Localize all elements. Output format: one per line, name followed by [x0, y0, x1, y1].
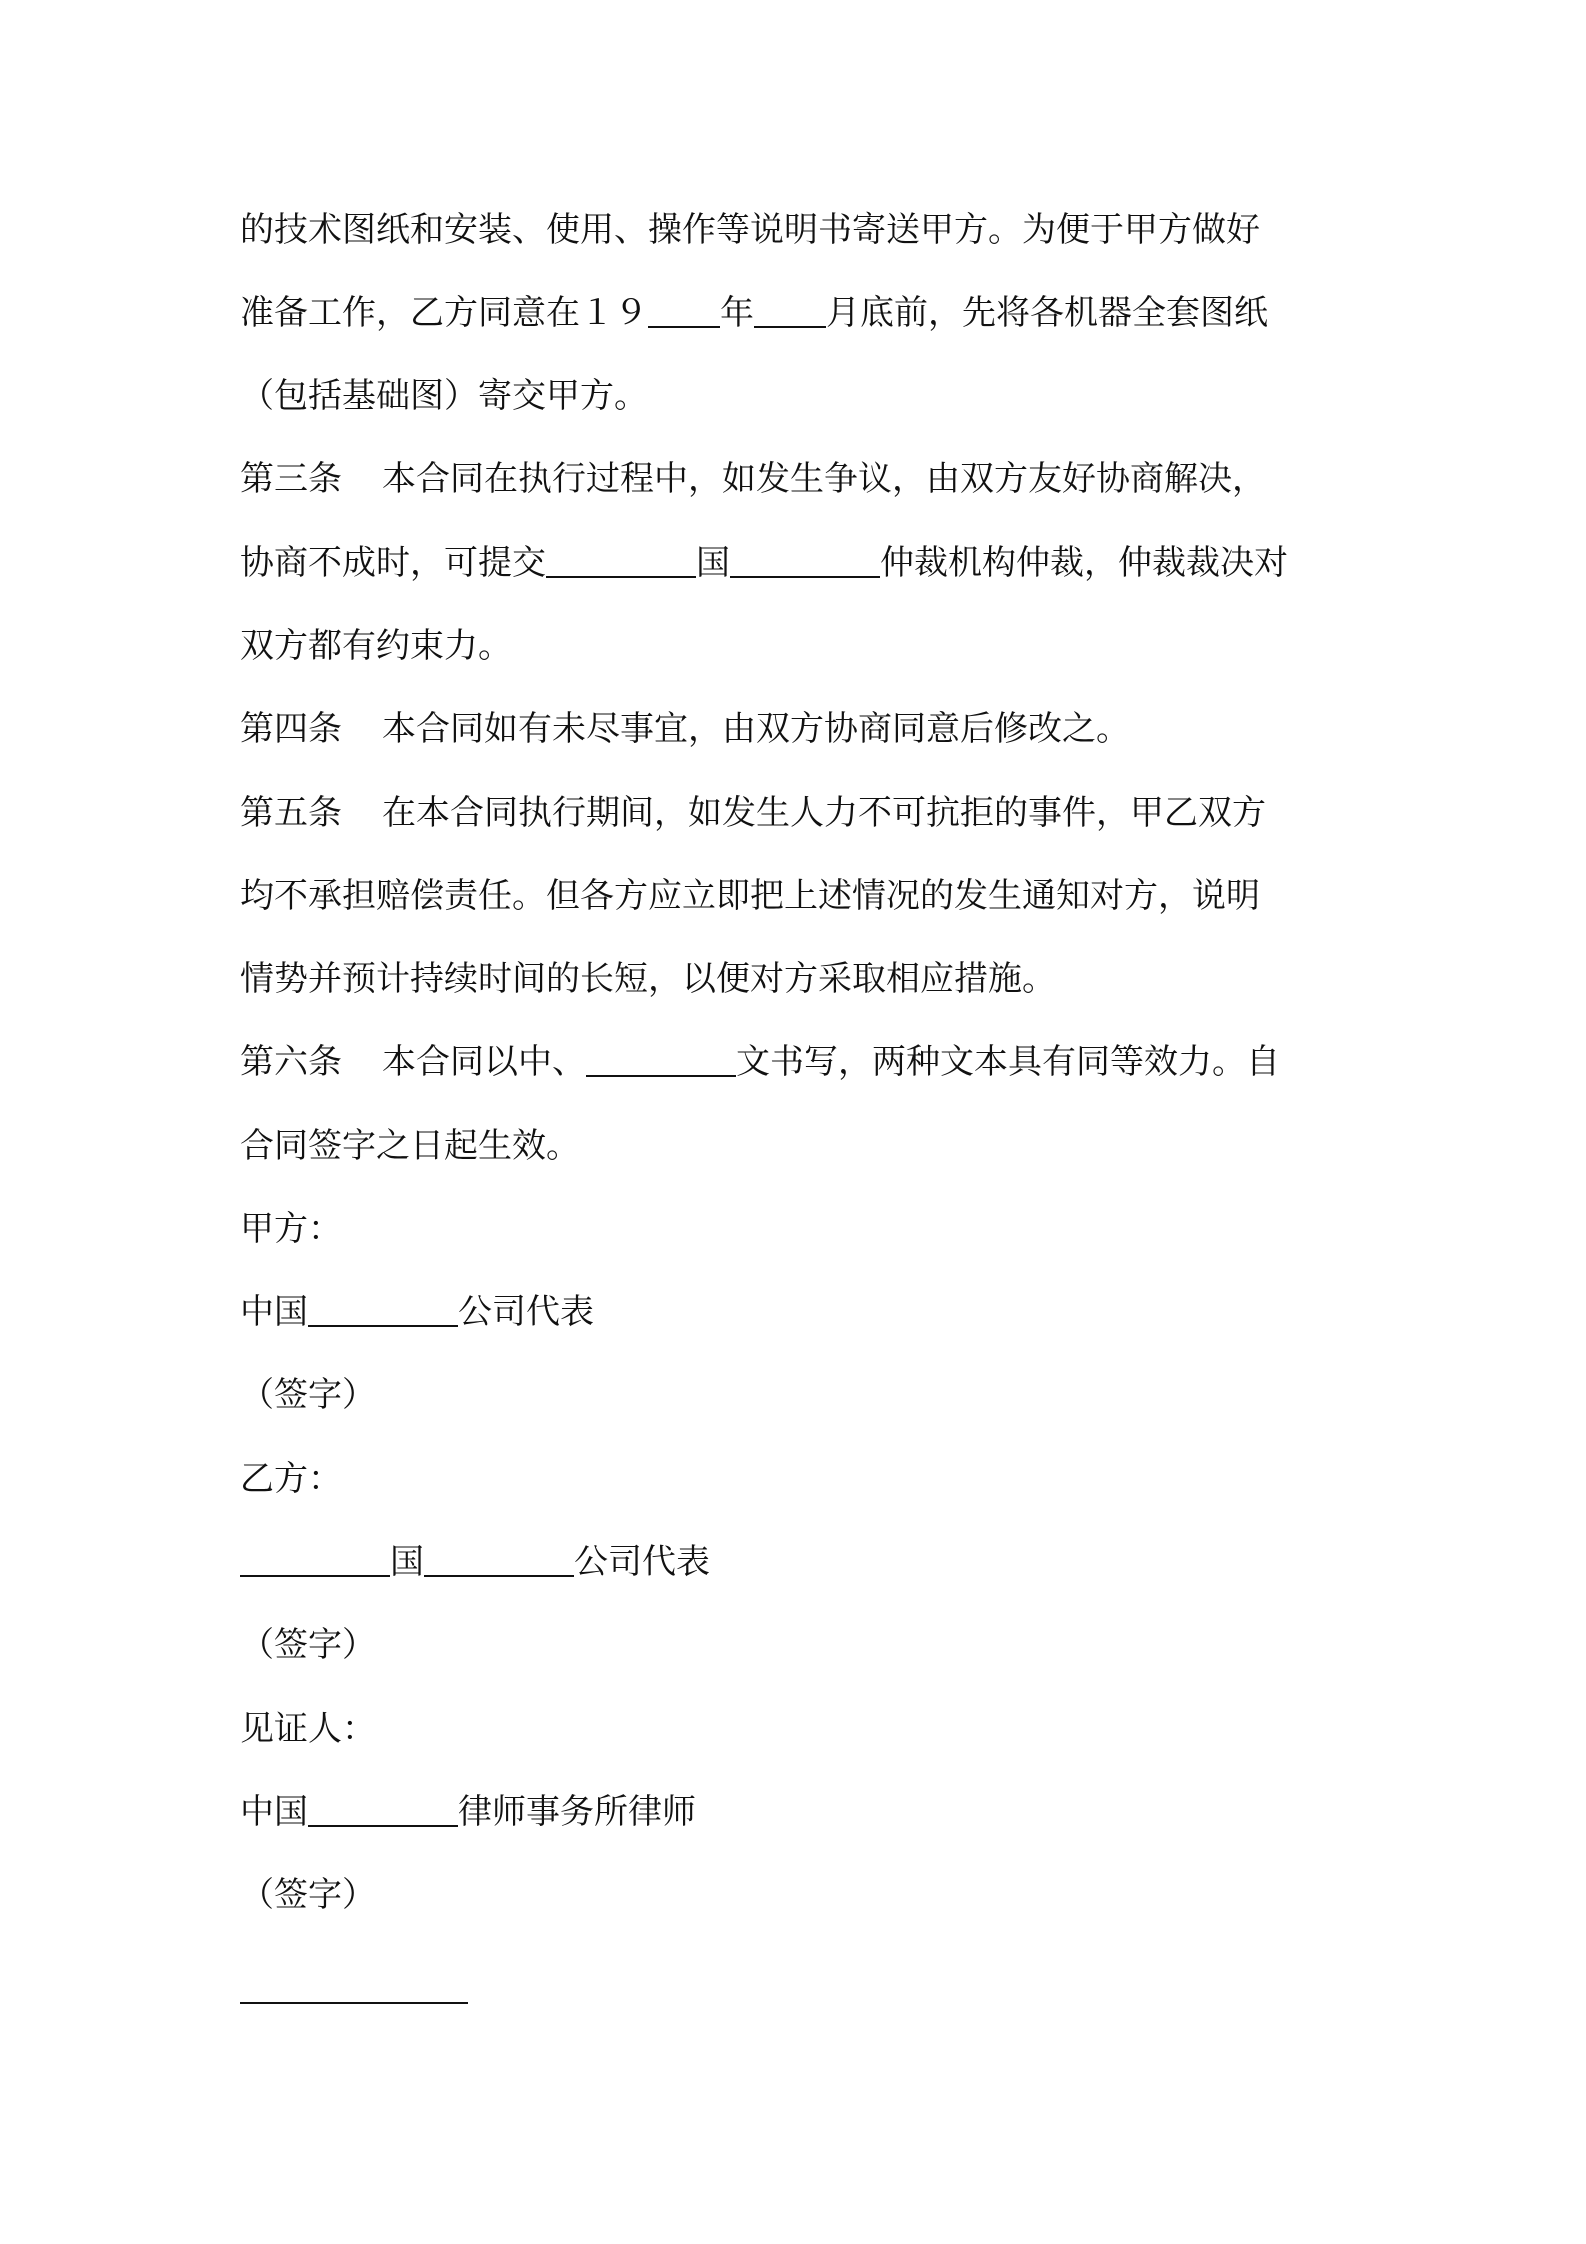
company-b-blank	[424, 1535, 574, 1577]
text: 公司代表	[574, 1542, 710, 1582]
body-line-12	[240, 1116, 1360, 1176]
arbitration-blank	[730, 536, 880, 578]
text: （签字）	[240, 1375, 376, 1415]
witness-rep	[240, 1782, 1360, 1842]
text: 见证人：	[240, 1709, 376, 1749]
footnote-divider	[240, 2002, 468, 2004]
text: （包括基础图）寄交甲方。	[240, 376, 648, 416]
text: （签字）	[240, 1875, 376, 1915]
article-heading: 第三条	[240, 459, 342, 499]
text: 年	[720, 293, 754, 333]
body-line-3	[240, 366, 1360, 426]
body-line-5	[240, 533, 1360, 593]
party-a-label	[240, 1199, 1360, 1259]
article-4	[240, 699, 1360, 759]
country-blank	[546, 536, 696, 578]
country-b-blank	[240, 1535, 390, 1577]
body-line-6	[240, 616, 1360, 676]
text: 本合同以中、	[382, 1042, 586, 1082]
body-line-2	[240, 283, 1360, 343]
text: 中国	[240, 1292, 308, 1332]
article-heading: 第五条	[240, 793, 342, 833]
language-blank	[586, 1035, 736, 1077]
party-a-rep	[240, 1282, 1360, 1342]
article-5	[240, 783, 1360, 843]
text: （签字）	[240, 1625, 376, 1665]
text: 国	[390, 1542, 424, 1582]
text: 甲方：	[240, 1209, 342, 1249]
article-3	[240, 449, 1360, 509]
text: 国	[696, 543, 730, 583]
text: 准备工作，乙方同意在１９	[240, 293, 648, 333]
text: 中国	[240, 1792, 308, 1832]
year-blank	[648, 286, 720, 328]
article-heading: 第六条	[240, 1042, 342, 1082]
text: 双方都有约束力。	[240, 626, 512, 666]
text: 公司代表	[458, 1292, 594, 1332]
witness-sign	[240, 1865, 1360, 1925]
text: 月底前，先将各机器全套图纸	[826, 293, 1268, 333]
text: 仲裁机构仲裁，仲裁裁决对	[880, 543, 1288, 583]
body-line-9	[240, 866, 1360, 926]
text: 合同签字之日起生效。	[240, 1126, 580, 1166]
article-heading: 第四条	[240, 709, 342, 749]
text: 本合同在执行过程中，如发生争议，由双方友好协商解决，	[382, 459, 1266, 499]
text: 协商不成时，可提交	[240, 543, 546, 583]
law-firm-blank	[308, 1785, 458, 1827]
month-blank	[754, 286, 826, 328]
article-6	[240, 1032, 1360, 1092]
company-a-blank	[308, 1285, 458, 1327]
party-b-rep	[240, 1532, 1360, 1592]
text: 均不承担赔偿责任。但各方应立即把上述情况的发生通知对方，说明	[240, 876, 1260, 916]
text: 乙方：	[240, 1459, 342, 1499]
party-a-sign	[240, 1365, 1360, 1425]
text: 的技术图纸和安装、使用、操作等说明书寄送甲方。为便于甲方做好	[240, 210, 1260, 250]
text: 律师事务所律师	[458, 1792, 696, 1832]
text: 本合同如有未尽事宜，由双方协商同意后修改之。	[382, 709, 1130, 749]
text: 在本合同执行期间，如发生人力不可抗拒的事件，甲乙双方	[382, 793, 1266, 833]
text: 文书写，两种文本具有同等效力。自	[736, 1042, 1280, 1082]
party-b-sign	[240, 1615, 1360, 1675]
party-b-label	[240, 1449, 1360, 1509]
witness-label	[240, 1699, 1360, 1759]
text: 情势并预计持续时间的长短，以便对方采取相应措施。	[240, 959, 1056, 999]
body-line-1	[240, 200, 1360, 260]
body-line-10	[240, 949, 1360, 1009]
